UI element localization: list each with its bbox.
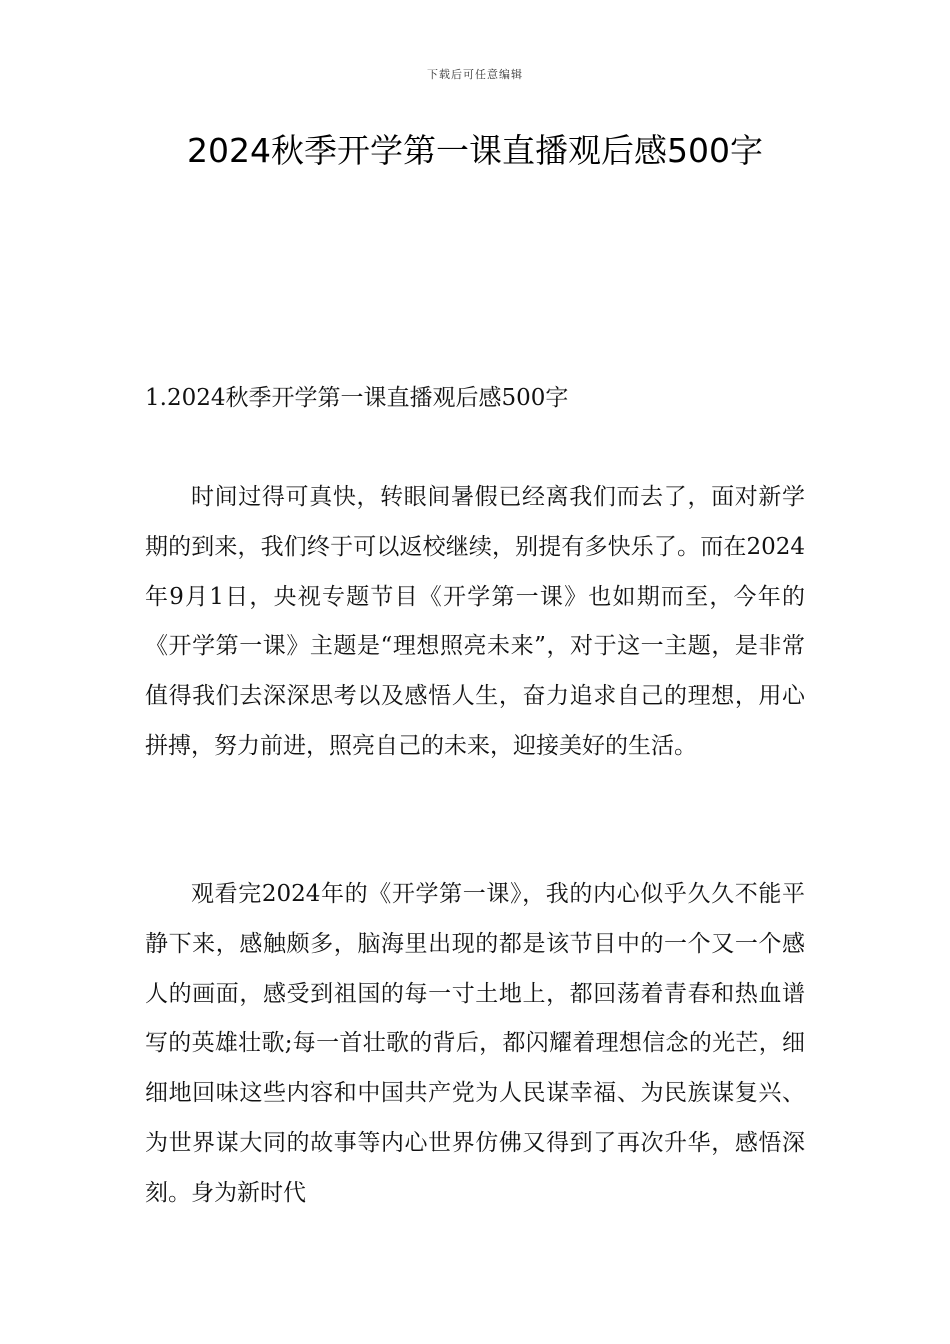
header-note: 下载后可任意编辑: [427, 68, 523, 81]
document-title: 2024秋季开学第一课直播观后感500字: [187, 131, 763, 170]
section-heading: 1.2024秋季开学第一课直播观后感500字: [145, 385, 569, 411]
body-paragraph-2: 观看完2024年的《开学第一课》，我的内心似乎久久不能平静下来，感触颇多，脑海里出现的都是该节目中的一个又一个感人的画面，感受到祖国的每一寸土地上，都回荡着青春和热血谱写的英雄壮歌;每一首壮歌的背后，都闪耀着理想信念的光芒，细细地回味这些内容和中国共产党为人民谋幸福、为民族谋复兴、为世界谋大同的故事等内心世界仿佛又得到了再次升华，感悟深刻。身为新时代: [145, 881, 805, 1206]
body-paragraph-1: 时间过得可真快，转眼间暑假已经离我们而去了，面对新学期的到来，我们终于可以返校继续，别提有多快乐了。而在2024年9月1日，央视专题节目《开学第一课》也如期而至，今年的《开学第一课》主题是“理想照亮未来”，对于这一主题，是非常值得我们去深深思考以及感悟人生，奋力追求自己的理想，用心拼搏，努力前进，照亮自己的未来，迎接美好的生活。: [145, 484, 805, 759]
